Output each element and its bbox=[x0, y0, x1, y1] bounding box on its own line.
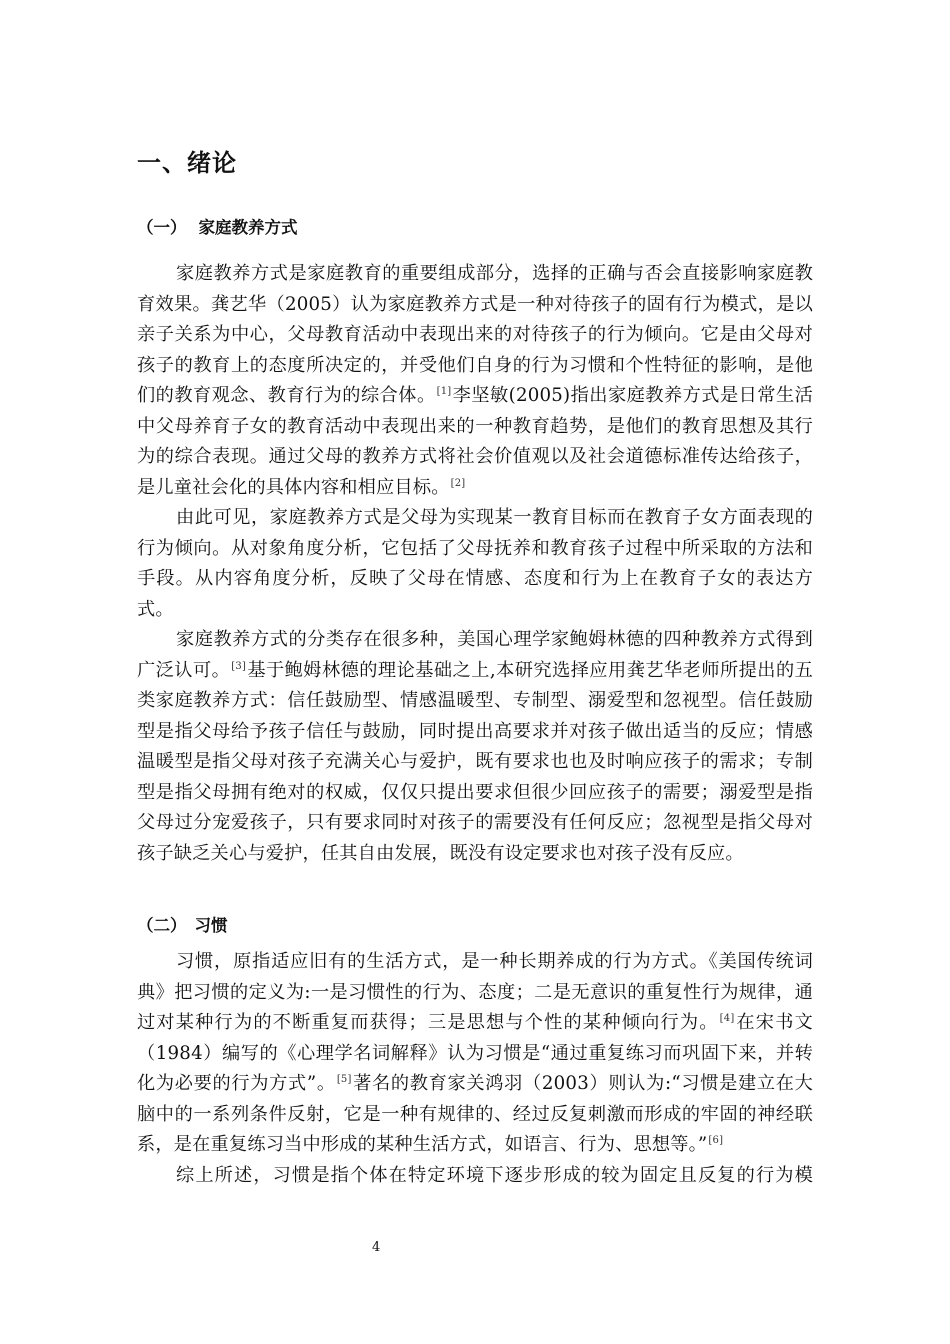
section-number: （二） bbox=[137, 916, 187, 935]
section-title: 家庭教养方式 bbox=[198, 218, 298, 237]
citation-ref[interactable]: [3] bbox=[231, 661, 247, 672]
text-span: 著名的教育家关鸿羽（2003）则认为:“习惯是建立在大 bbox=[352, 1073, 813, 1094]
text-line: 综上所述，习惯是指个体在特定环境下逐步形成的较为固定且反复的行为模 bbox=[176, 1165, 813, 1186]
text-line: 式。 bbox=[137, 599, 174, 620]
text-line bbox=[137, 659, 813, 683]
text-line: 类家庭教养方式：信任鼓励型、情感温暖型、专制型、溺爱型和忽视型。信任鼓励 bbox=[137, 690, 813, 711]
text-line: 父母过分宠爱孩子，只有要求同时对孩子的需要没有任何反应；忽视型是指父母对 bbox=[137, 812, 813, 833]
text-line: 家庭教养方式是家庭教育的重要组成部分，选择的正确与否会直接影响家庭教 bbox=[176, 263, 813, 284]
text-line: 行为倾向。从对象角度分析，它包括了父母抚养和教育孩子过程中所采取的方法和 bbox=[137, 538, 813, 559]
section-heading-1 bbox=[137, 216, 298, 240]
text-line bbox=[137, 384, 813, 408]
text-line: 手段。从内容角度分析，反映了父母在情感、态度和行为上在教育子女的表达方 bbox=[137, 568, 813, 589]
text-span: 李坚敏(2005)指出家庭教养方式是日常生活 bbox=[452, 385, 813, 406]
text-line bbox=[137, 476, 466, 500]
citation-ref[interactable]: [2] bbox=[450, 478, 466, 489]
citation-ref[interactable]: [6] bbox=[708, 1135, 724, 1146]
text-line: 亲子关系为中心，父母教育活动中表现出来的对待孩子的行为倾向。它是由父母对 bbox=[137, 324, 813, 345]
text-span: 们的教育观念、教育行为的综合体。 bbox=[137, 385, 436, 406]
text-line: 由此可见，家庭教养方式是父母为实现某一教育目标而在教育子女方面表现的 bbox=[176, 507, 813, 528]
citation-ref[interactable]: [4] bbox=[719, 1013, 735, 1024]
text-line bbox=[137, 1133, 724, 1157]
text-line: 型是指父母给予孩子信任与鼓励，同时提出高要求并对孩子做出适当的反应；情感 bbox=[137, 721, 813, 742]
text-line: 育效果。龚艺华（2005）认为家庭教养方式是一种对待孩子的固有行为模式，是以 bbox=[137, 294, 813, 315]
text-line: 温暖型是指父母对孩子充满关心与爱护，既有要求也也及时响应孩子的需求；专制 bbox=[137, 751, 813, 772]
text-line: 典》把习惯的定义为:一是习惯性的行为、态度；二是无意识的重复性行为规律，通 bbox=[137, 982, 813, 1003]
citation-ref[interactable]: [1] bbox=[436, 386, 452, 397]
text-line: 孩子缺乏关心与爱护，任其自由发展，既没有设定要求也对孩子没有反应。 bbox=[137, 843, 744, 864]
text-line bbox=[137, 1011, 813, 1035]
text-line: （1984）编写的《心理学名词解释》认为习惯是“通过重复练习而巩固下来，并转 bbox=[137, 1043, 813, 1064]
text-span: 基于鲍姆林德的理论基础之上,本研究选择应用龚艺华老师所提出的五 bbox=[247, 660, 813, 681]
text-line: 脑中的一系列条件反射，它是一种有规律的、经过反复刺激而形成的牢固的神经联 bbox=[137, 1104, 813, 1125]
citation-ref[interactable]: [5] bbox=[336, 1074, 352, 1085]
text-line: 型是指父母拥有绝对的权威，仅仅只提出要求但很少回应孩子的需要；溺爱型是指 bbox=[137, 782, 813, 803]
chapter-heading: 一、绪论 bbox=[137, 149, 237, 177]
text-span: 系，是在重复练习当中形成的某种生活方式，如语言、行为、思想等。” bbox=[137, 1134, 708, 1155]
page-number: 4 bbox=[372, 1240, 381, 1255]
text-line: 习惯，原指适应旧有的生活方式，是一种长期养成的行为方式。《美国传统词 bbox=[176, 951, 813, 972]
text-line: 中父母养育子女的教育活动中表现出来的一种教育趋势，是他们的教育思想及其行 bbox=[137, 416, 813, 437]
text-line bbox=[137, 1072, 813, 1096]
text-line: 家庭教养方式的分类存在很多种，美国心理学家鲍姆林德的四种教养方式得到 bbox=[176, 629, 813, 650]
section-heading-2 bbox=[137, 914, 228, 938]
text-span: 在宋书文 bbox=[735, 1012, 813, 1033]
section-title: 习惯 bbox=[194, 916, 228, 935]
text-span: 过对某种行为的不断重复而获得；三是思想与个性的某种倾向行为。 bbox=[137, 1012, 719, 1033]
text-span: 广泛认可。 bbox=[137, 660, 231, 681]
text-span: 是儿童社会化的具体内容和相应目标。 bbox=[137, 477, 450, 498]
section-number: （一） bbox=[137, 218, 187, 237]
text-line: 孩子的教育上的态度所决定的，并受他们自身的行为习惯和个性特征的影响，是他 bbox=[137, 355, 813, 376]
text-line: 为的综合表现。通过父母的教养方式将社会价值观以及社会道德标准传达给孩子， bbox=[137, 446, 813, 467]
text-span: 化为必要的行为方式”。 bbox=[137, 1073, 336, 1094]
